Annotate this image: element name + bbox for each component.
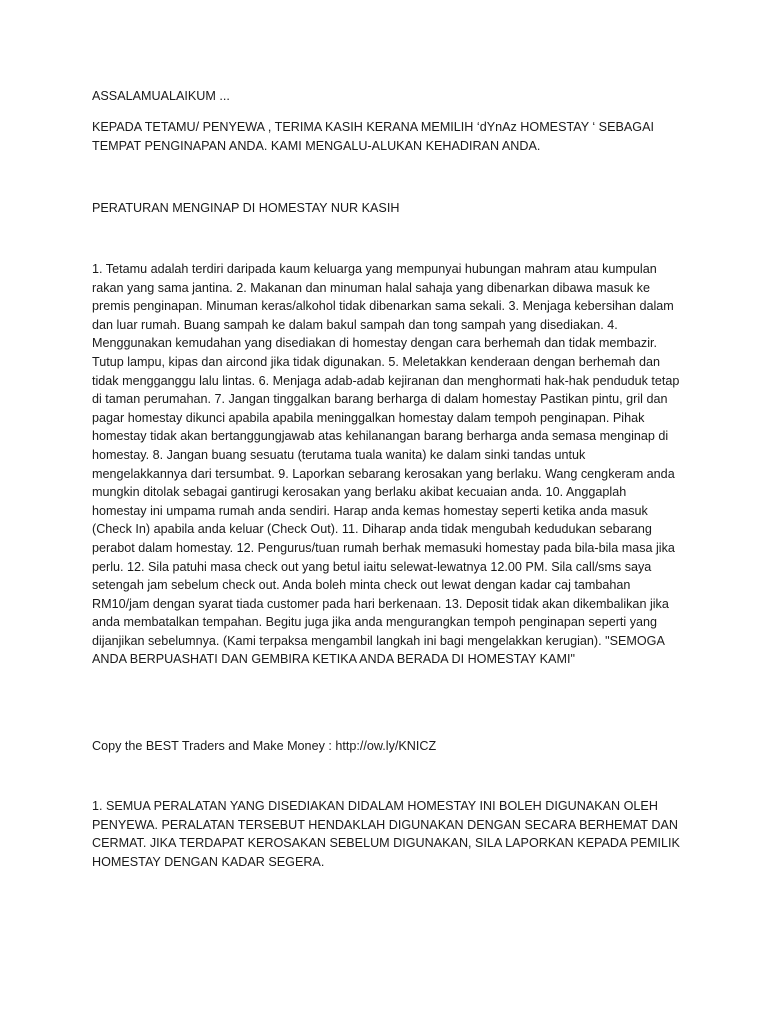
equipment-paragraph: 1. SEMUA PERALATAN YANG DISEDIAKAN DIDALAM HOMESTAY INI BOLEH DIGUNAKAN OLEH PENYEWA. PERALATAN TERSEBUT HENDAKLAH DIGUNAKAN DENGAN SECARA BERHEMAT DAN CERMAT. JIKA TERDAPAT KEROSAKAN SEBELUM DIGUNAKAN, SILA LAPORKAN KEPADA PEMILIK HOMESTAY DENGAN KADAR SEGERA. [92, 799, 680, 869]
welcome-paragraph: KEPADA TETAMU/ PENYEWA , TERIMA KASIH KERANA MEMILIH ‘dYnAz HOMESTAY ‘ SEBAGAI TEMPAT PENGINAPAN ANDA. KAMI MENGALU-ALUKAN KEHADIRAN ANDA. [92, 120, 654, 153]
rules-paragraph: 1. Tetamu adalah terdiri daripada kaum keluarga yang mempunyai hubungan mahram atau kumpulan rakan yang sama jantina. 2. Makanan dan minuman halal sahaja yang dibenarkan dibawa masuk ke premis penginapan. Minuman keras/alkohol tidak dibenarkan sama sekali. 3. Menjaga kebersihan dalam dan luar rumah. Buang sampah ke dalam bakul sampah dan tong sampah yang disediakan. 4. Menggunakan kemudahan yang disediakan di homestay dengan cara berhemah dan tidak membazir. Tutup lampu, kipas dan aircond jika tidak digunakan. 5. Meletakkan kenderaan dengan berhemah dan tidak mengganggu lalu lintas. 6. Menjaga adab-adab kejiranan dan menghormati hak-hak penduduk tetap di taman perumahan. 7. Jangan tinggalkan barang berharga di dalam homestay Pastikan pintu, gril dan pagar homestay dikunci apabila apabila meninggalkan homestay dalam tempoh penginapan. Pihak homestay tidak akan bertanggungjawab atas kehilanangan barang berharga anda semasa menginap di homestay. 8. Jangan buang sesuatu (terutama tuala wanita) ke dalam sinki tandas untuk mengelakkannya dari tersumbat. 9. Laporkan sebarang kerosakan yang berlaku. Wang cengkeram anda mungkin ditolak sebagai gantirugi kerosakan yang berlaku akibat kecuaian anda. 10. Anggaplah homestay ini umpama rumah anda sendiri. Harap anda kemas homestay seperti ketika anda masuk (Check In) apabila anda keluar (Check Out). 11. Diharap anda tidak mengubah kedudukan sebarang perabot dalam homestay. 12. Pengurus/tuan rumah berhak memasuki homestay pada bila-bila masa jika perlu. 12. Sila patuhi masa check out yang betul iaitu selewat-lewatnya 12.00 PM. Sila call/sms saya setengah jam sebelum check out. Anda boleh minta check out lewat dengan kadar caj tambahan RM10/jam dengan syarat tiada customer pada hari berkenaan. 13. Deposit tidak akan dikembalikan jika anda membatalkan tempahan. Begitu juga jika anda mengurangkan tempoh penginapan seperti yang dijanjikan sebelumnya. (Kami terpaksa mengambil langkah ini bagi mengelakkan kerugian). "SEMOGA ANDA BERPUASHATI DAN GEMBIRA KETIKA ANDA BERADA DI HOMESTAY KAMI" [92, 262, 680, 667]
promo-line: Copy the BEST Traders and Make Money : http://ow.ly/KNICZ [92, 739, 437, 753]
greeting-text: ASSALAMUALAIKUM ... [92, 89, 230, 103]
rules-heading: PERATURAN MENGINAP DI HOMESTAY NUR KASIH [92, 201, 400, 215]
